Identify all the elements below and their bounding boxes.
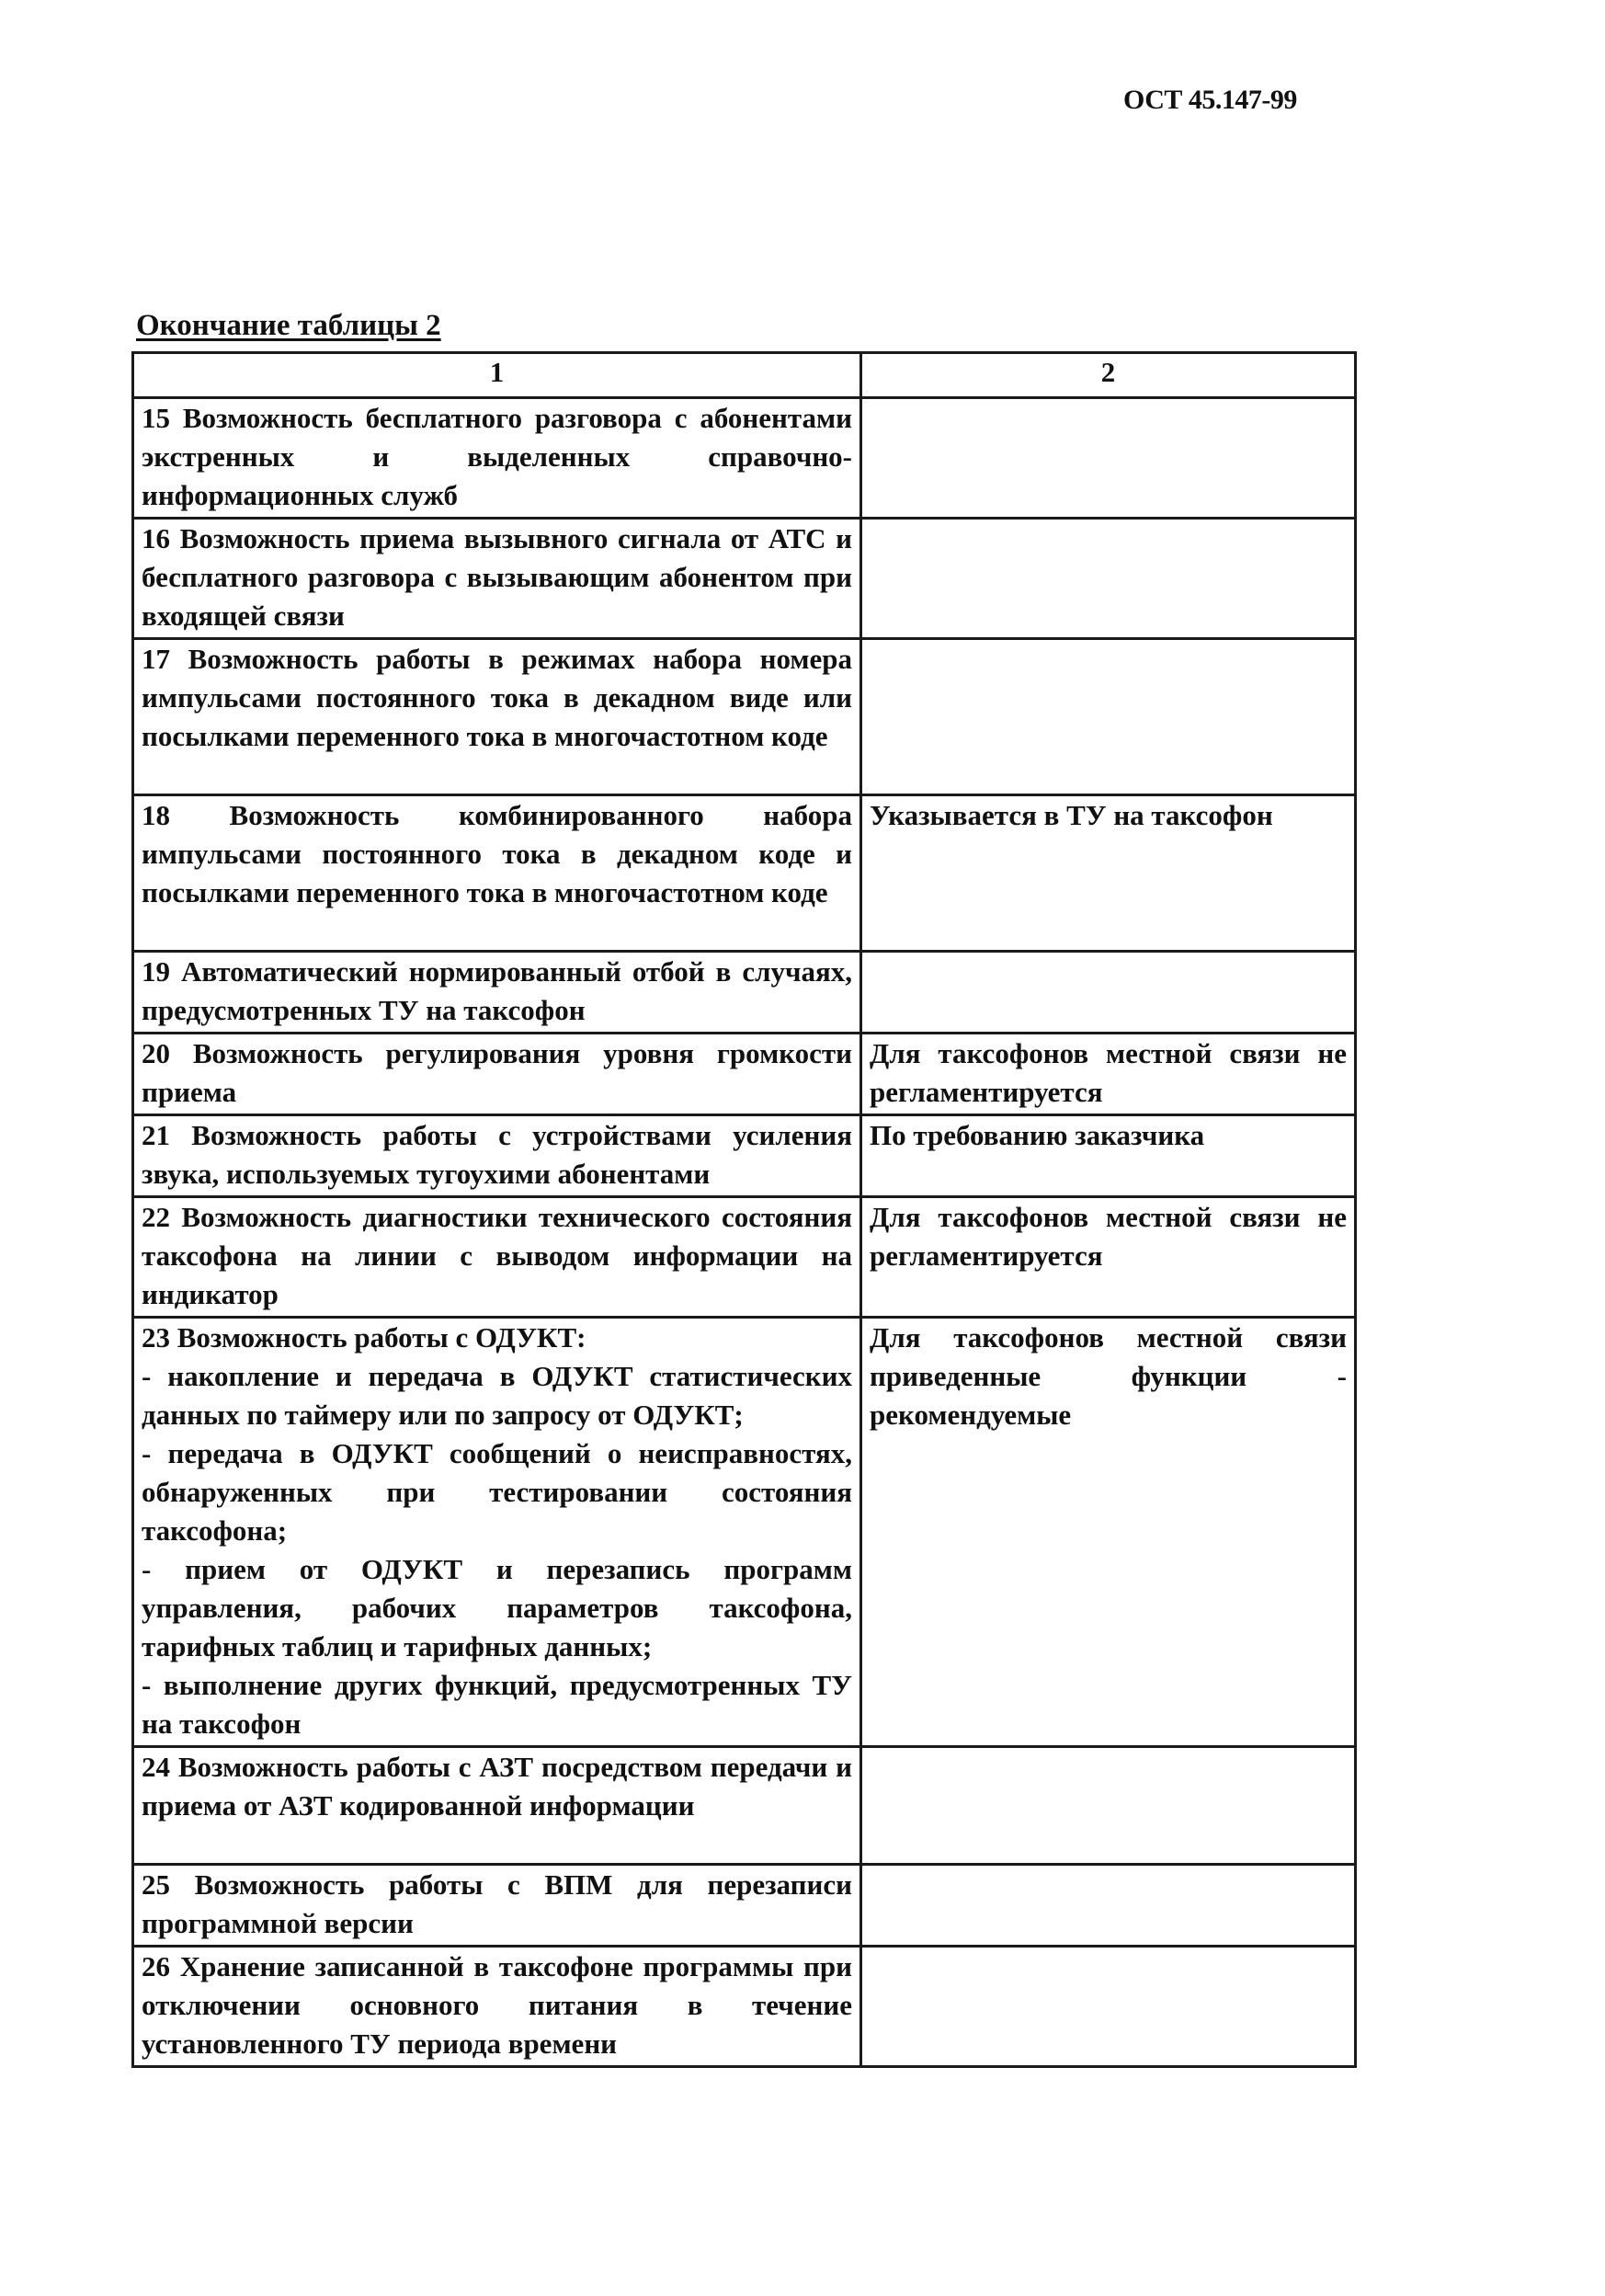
table-row <box>133 1865 1356 1947</box>
note-cell <box>861 952 1356 1034</box>
table-header-row <box>133 353 1356 398</box>
note-cell <box>861 398 1356 519</box>
requirement-cell: 26 Хранение записанной в таксофоне программы при отключении основного питания в течение установленного ТУ периода времени <box>133 1947 861 2067</box>
table-row <box>133 1115 1356 1197</box>
requirement-cell: 19 Автоматический нормированный отбой в случаях, предусмотренных ТУ на таксофон <box>133 952 861 1034</box>
requirement-cell: 24 Возможность работы с АЗТ посредством передачи и приема от АЗТ кодированной информации <box>133 1747 861 1865</box>
table-row <box>133 1318 1356 1747</box>
requirement-cell: 20 Возможность регулирования уровня громкости приема <box>133 1034 861 1115</box>
requirement-cell: 17 Возможность работы в режимах набора номера импульсами постоянного тока в декадном виде или посылками переменного тока в многочастотном коде <box>133 639 861 795</box>
note-cell: По требованию заказчика <box>861 1115 1356 1197</box>
requirements-table <box>131 351 1357 2068</box>
document-code: ОСТ 45.147-99 <box>1123 85 1297 115</box>
note-cell <box>861 519 1356 639</box>
column-header-1: 1 <box>133 353 861 398</box>
requirement-cell: 21 Возможность работы с устройствами усиления звука, используемых тугоухими абонентами <box>133 1115 861 1197</box>
requirement-cell: 25 Возможность работы с ВПМ для перезаписи программной версии <box>133 1865 861 1947</box>
table-row <box>133 398 1356 519</box>
table-caption: Окончание таблицы 2 <box>136 309 441 342</box>
table-row <box>133 519 1356 639</box>
note-cell: Указывается в ТУ на таксофон <box>861 795 1356 952</box>
note-cell: Для таксофонов местной связи приведенные функции - рекомендуемые <box>861 1318 1356 1747</box>
note-cell <box>861 1947 1356 2067</box>
note-cell: Для таксофонов местной связи не регламентируется <box>861 1034 1356 1115</box>
table-row <box>133 1197 1356 1318</box>
table-row <box>133 952 1356 1034</box>
note-cell <box>861 1747 1356 1865</box>
requirement-cell: 15 Возможность бесплатного разговора с абонентами экстренных и выделенных справочно-информационных служб <box>133 398 861 519</box>
table-row <box>133 639 1356 795</box>
requirement-cell: 18 Возможность комбинированного набора импульсами постоянного тока в декадном коде и посылками переменного тока в многочастотном коде <box>133 795 861 952</box>
requirement-cell: 23 Возможность работы с ОДУКТ: - накопление и передача в ОДУКТ статистических данных по таймеру или по запросу от ОДУКТ; - передача в ОДУКТ сообщений о неисправностях, обнаруженных при тестировании состояния таксофона; - прием от ОДУКТ и перезапись программ управления, рабочих параметров таксофона, тарифных таблиц и тарифных данных; - выполнение других функций, предусмотренных ТУ на таксофон <box>133 1318 861 1747</box>
requirement-cell: 16 Возможность приема вызывного сигнала от АТС и бесплатного разговора с вызывающим абонентом при входящей связи <box>133 519 861 639</box>
note-cell <box>861 1865 1356 1947</box>
table-row <box>133 1947 1356 2067</box>
table-row <box>133 1034 1356 1115</box>
requirement-cell: 22 Возможность диагностики технического состояния таксофона на линии с выводом информации на индикатор <box>133 1197 861 1318</box>
note-cell: Для таксофонов местной связи не регламентируется <box>861 1197 1356 1318</box>
column-header-2: 2 <box>861 353 1356 398</box>
table-row <box>133 795 1356 952</box>
note-cell <box>861 639 1356 795</box>
table-row <box>133 1747 1356 1865</box>
